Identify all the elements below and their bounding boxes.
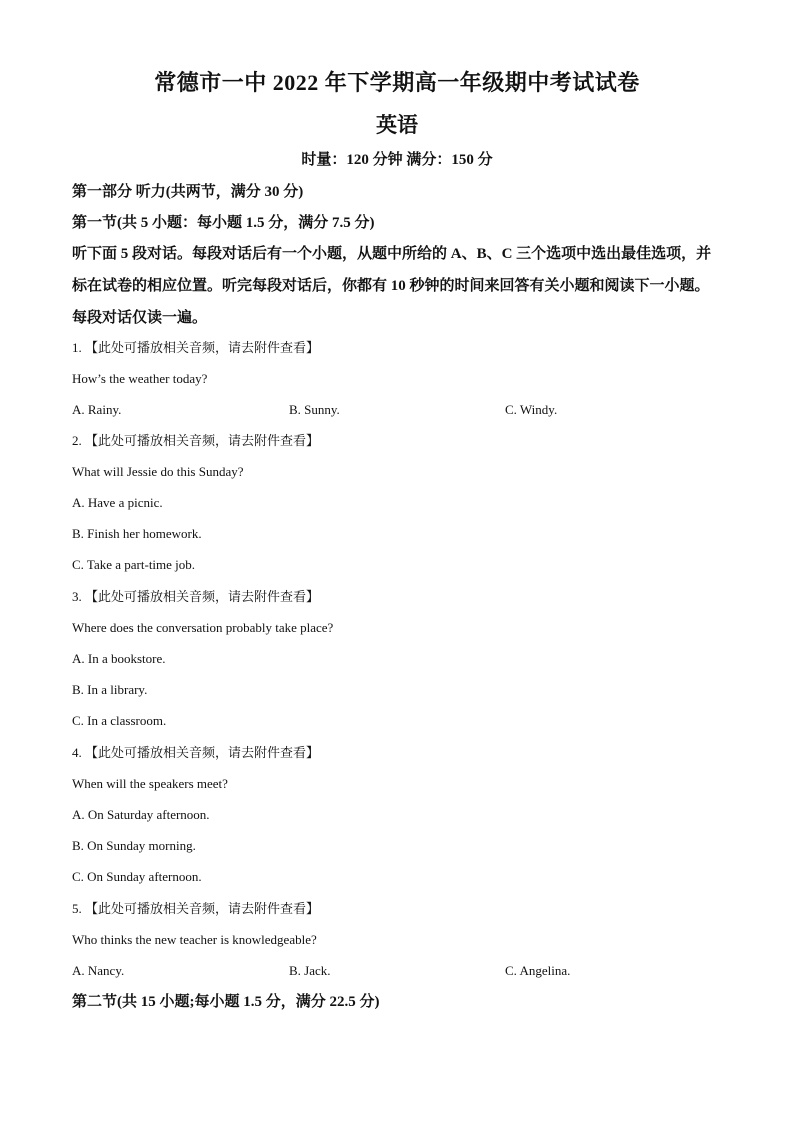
question-1-stem: How’s the weather today? [72, 371, 208, 386]
exam-title: 常德市一中 2022 年下学期高一年级期中考试试卷 [154, 70, 640, 95]
part1-heading: 第一部分 听力(共两节，满分 30 分) [72, 184, 304, 200]
question-1-option-c: C. Windy. [505, 402, 558, 417]
question-5-stem: Who thinks the new teacher is knowledgeable? [72, 932, 317, 947]
exam-time-score: 时量：120 分钟 满分：150 分 [301, 152, 493, 168]
question-2-stem: What will Jessie do this Sunday? [72, 464, 244, 479]
question-5-option-b: B. Jack. [289, 963, 331, 978]
question-5-audio[interactable]: 5. 【此处可播放相关音频，请去附件查看】 [72, 901, 320, 916]
question-2-audio[interactable]: 2. 【此处可播放相关音频，请去附件查看】 [72, 433, 320, 448]
question-2-option-b: B. Finish her homework. [72, 526, 202, 541]
question-5-option-a: A. Nancy. [72, 963, 125, 978]
question-4-option-a: A. On Saturday afternoon. [72, 807, 210, 822]
section1-heading: 第一节(共 5 小题：每小题 1.5 分，满分 7.5 分) [72, 215, 375, 231]
question-2-option-a: A. Have a picnic. [72, 495, 163, 510]
question-3-stem: Where does the conversation probably take place? [72, 620, 334, 635]
exam-subject: 英语 [376, 113, 418, 137]
section1-instructions: 听下面 5 段对话。每段对话后有一个小题，从题中所给的 A、B、C 三个选项中选出最佳选项，并标在试卷的相应位置。听完每段对话后，你都有 10 秒钟的时间来回答有关小题和阅读下一小题。每段对话仅读一遍。 [72, 246, 712, 326]
question-1-option-b: B. Sunny. [289, 402, 340, 417]
question-1-option-a: A. Rainy. [72, 402, 122, 417]
question-1-audio[interactable]: 1. 【此处可播放相关音频，请去附件查看】 [72, 340, 320, 355]
question-3-audio[interactable]: 3. 【此处可播放相关音频，请去附件查看】 [72, 589, 320, 604]
question-3-option-b: B. In a library. [72, 682, 148, 697]
question-2-option-c: C. Take a part-time job. [72, 557, 196, 572]
question-4-option-c: C. On Sunday afternoon. [72, 869, 202, 884]
question-3-option-a: A. In a bookstore. [72, 651, 166, 666]
question-4-stem: When will the speakers meet? [72, 776, 228, 791]
question-4-option-b: B. On Sunday morning. [72, 838, 196, 853]
question-4-audio[interactable]: 4. 【此处可播放相关音频，请去附件查看】 [72, 745, 320, 760]
question-3-option-c: C. In a classroom. [72, 713, 167, 728]
section2-heading: 第二节(共 15 小题;每小题 1.5 分，满分 22.5 分) [72, 994, 380, 1010]
question-5-option-c: C. Angelina. [505, 963, 571, 978]
